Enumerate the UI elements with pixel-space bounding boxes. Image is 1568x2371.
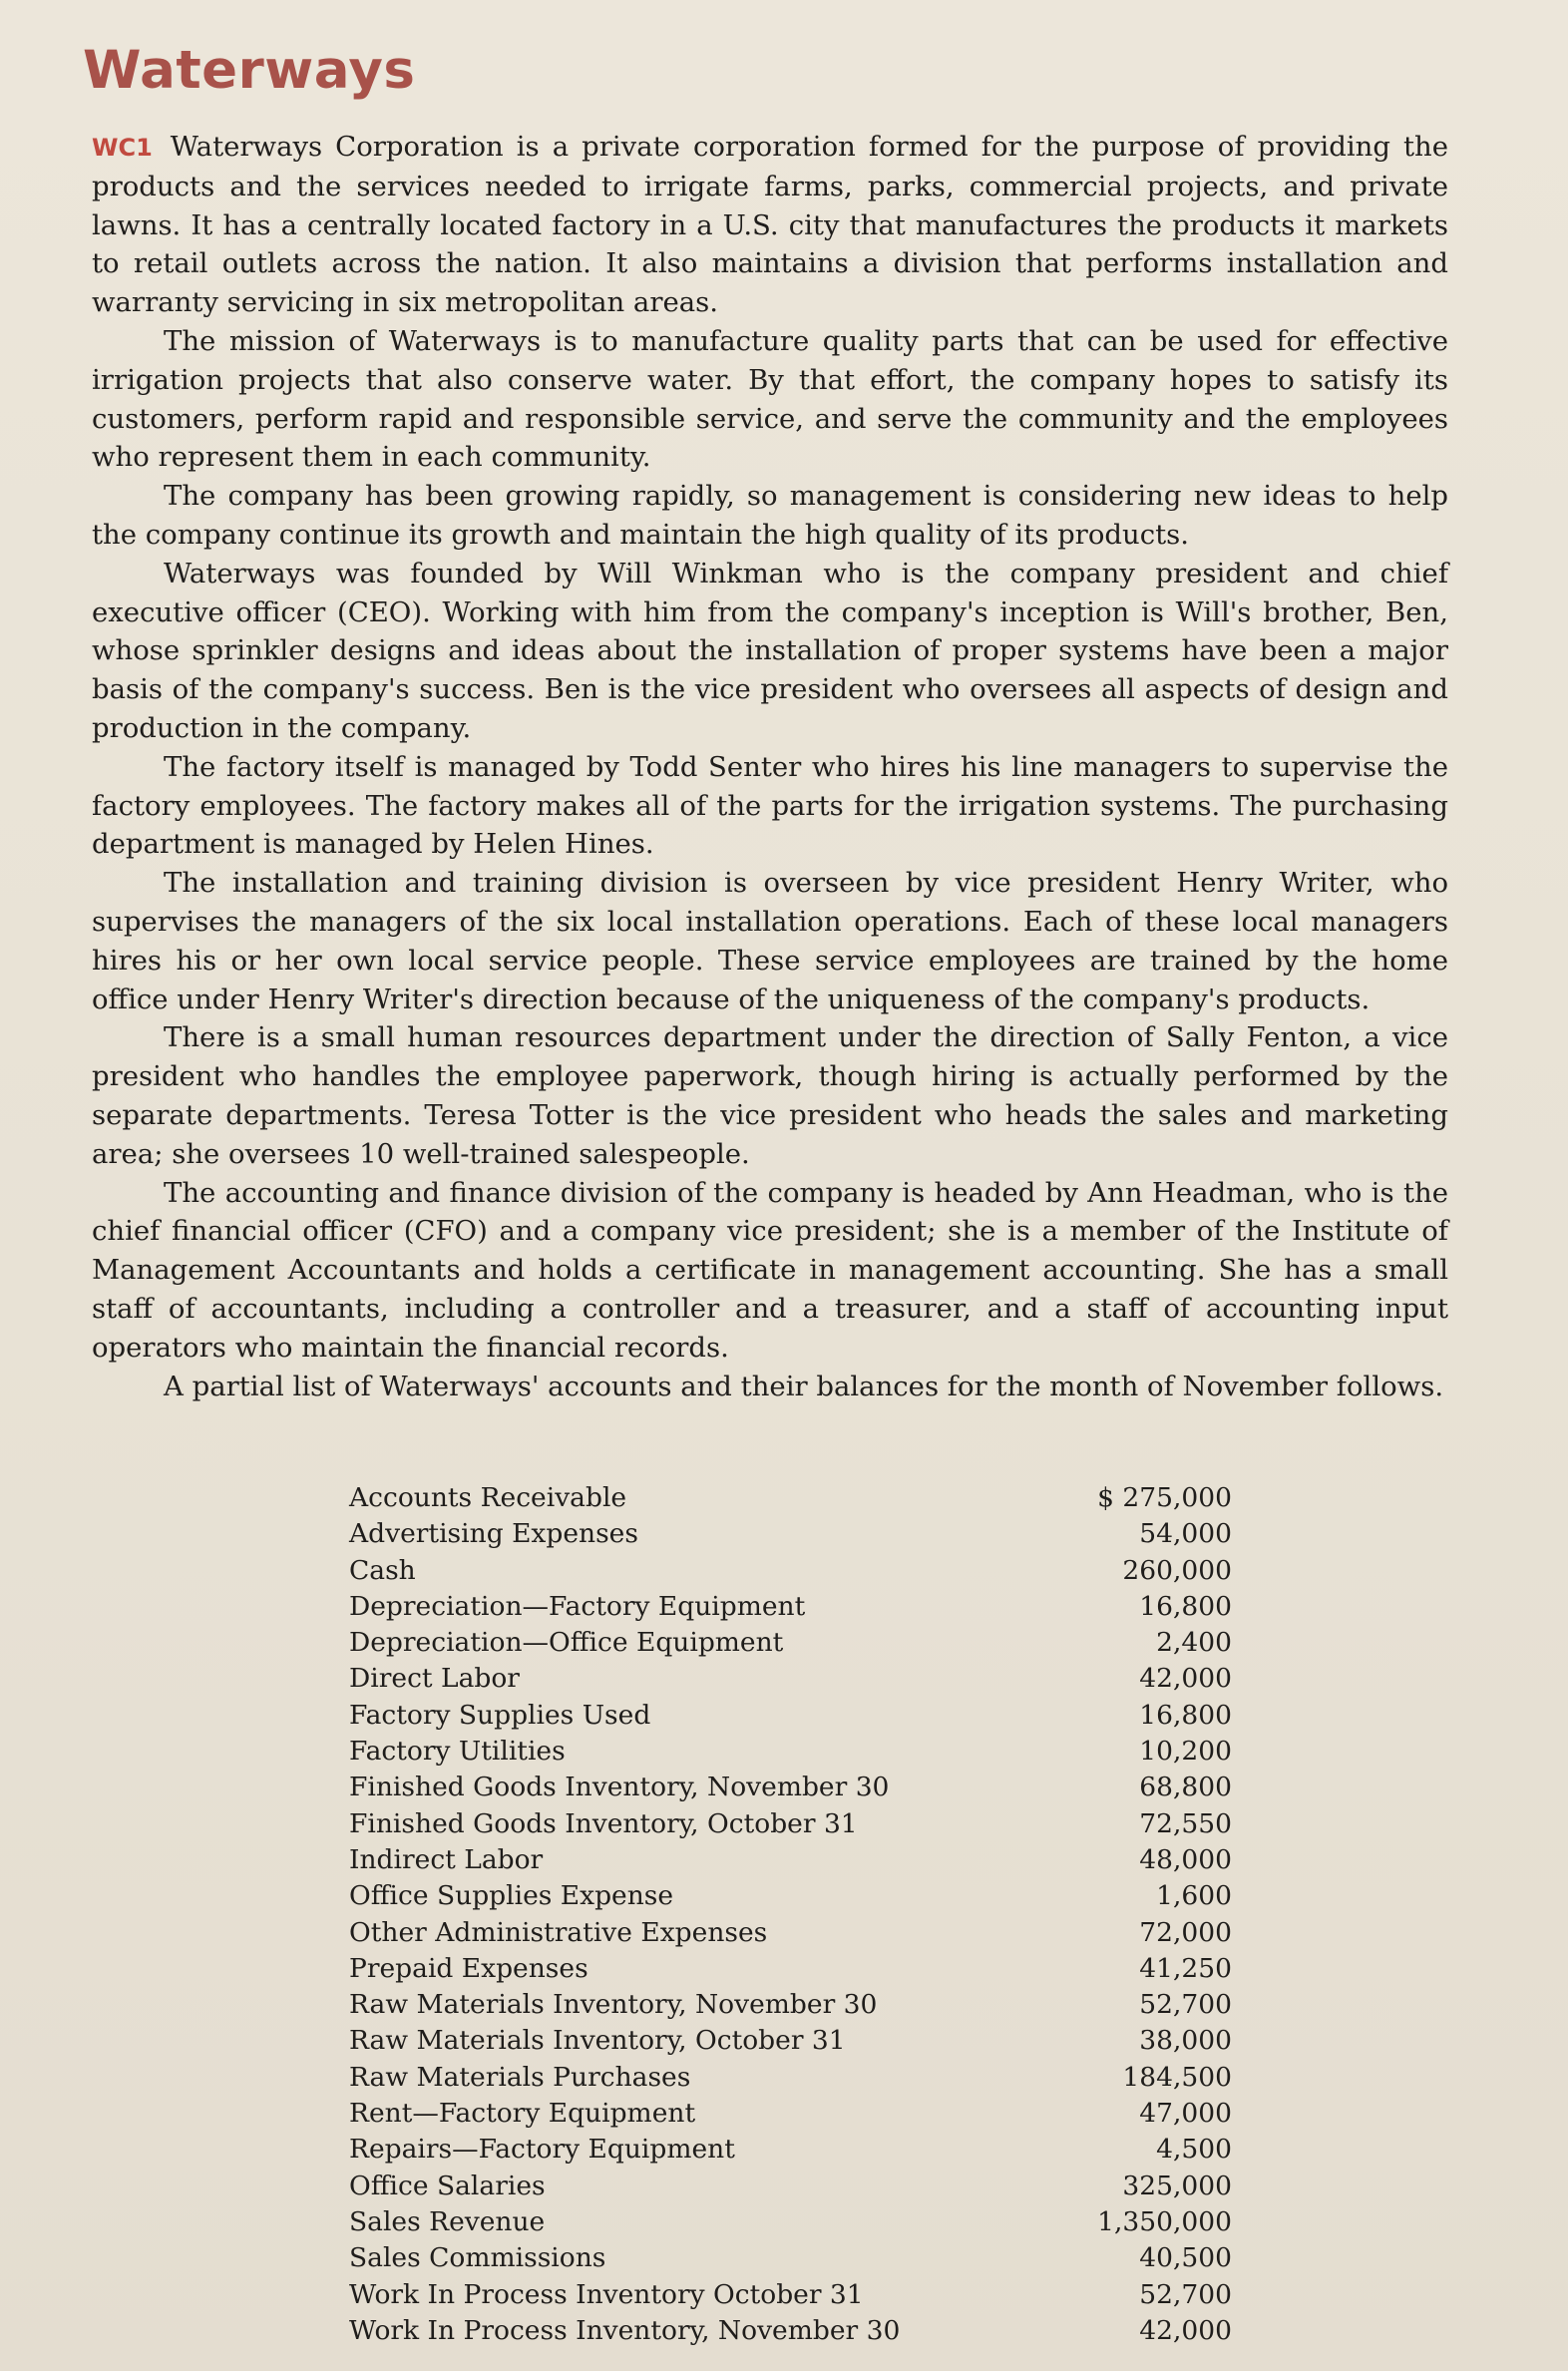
account-row: [349, 2204, 1232, 2240]
account-row: [349, 2023, 1232, 2059]
account-amount: 184,500: [1122, 2061, 1232, 2093]
account-name: Raw Materials Inventory, November 30: [349, 1989, 878, 2021]
account-amount: 2,400: [1156, 1627, 1232, 1659]
account-row: [349, 2169, 1232, 2204]
paragraph-5: The factory itself is managed by Todd Senter who hires his line managers to supervise the factory employees. The factory makes all of the parts for the irrigation systems. The purchasing department is managed by Helen Hines.: [92, 750, 1448, 861]
account-name: Office Supplies Expense: [349, 1880, 674, 1912]
account-row: [349, 1553, 1232, 1589]
account-amount: 16,800: [1139, 1699, 1232, 1731]
account-name: Raw Materials Inventory, October 31: [349, 2025, 846, 2057]
account-row: [349, 2313, 1232, 2349]
account-row: [349, 1516, 1232, 1552]
problem-text: [92, 128, 1448, 1405]
account-amount: 52,700: [1139, 1989, 1232, 2021]
account-amount: 325,000: [1122, 2170, 1232, 2201]
account-name: Depreciation—Factory Equipment: [349, 1590, 806, 1622]
account-name: Finished Goods Inventory, October 31: [349, 1807, 858, 1839]
account-name: Indirect Labor: [349, 1843, 544, 1875]
account-amount: 48,000: [1139, 1843, 1232, 1875]
account-row: [349, 1734, 1232, 1770]
account-amount: 4,500: [1156, 2134, 1232, 2166]
account-name: Direct Labor: [349, 1663, 520, 1695]
paragraph-1: [92, 128, 1448, 322]
account-row: [349, 1915, 1232, 1951]
account-amount: 260,000: [1122, 1554, 1232, 1586]
account-amount: 47,000: [1139, 2098, 1232, 2130]
account-amount: 40,500: [1139, 2242, 1232, 2274]
account-row: [349, 1698, 1232, 1734]
account-amount: 68,800: [1139, 1772, 1232, 1803]
account-row: [349, 1480, 1232, 1516]
paragraph-8: The accounting and finance division of the company is headed by Ann Headman, who is the chief financial officer (CFO) and a company vice president; she is a member of the Institute of Management Accountants and holds a certificate in management accounting. She has a small staff of accountants, including a controller and a treasurer, and a staff of accounting input operators who maintain the financial records.: [92, 1176, 1448, 1364]
account-amount: 41,250: [1139, 1952, 1232, 1984]
account-name: Finished Goods Inventory, November 30: [349, 1772, 890, 1803]
account-name: Rent—Factory Equipment: [349, 2098, 696, 2130]
paragraph-9: A partial list of Waterways' accounts and their balances for the month of November follows.: [164, 1370, 1444, 1402]
account-amount: $ 275,000: [1097, 1482, 1232, 1513]
account-name: Repairs—Factory Equipment: [349, 2134, 735, 2166]
account-row: [349, 1842, 1232, 1878]
account-name: Sales Revenue: [349, 2205, 546, 2237]
account-amount: 42,000: [1139, 2314, 1232, 2346]
account-row: [349, 2096, 1232, 2132]
account-row: [349, 1770, 1232, 1805]
account-name: Sales Commissions: [349, 2242, 606, 2274]
account-name: Factory Supplies Used: [349, 1699, 651, 1731]
paragraph-6: The installation and training division is overseen by vice president Henry Writer, who supervises the managers of the six local installation operations. Each of these local managers hires his or her own local service people. These service employees are trained by the home office under Henry Writer's direction because of the uniqueness of the company's products.: [92, 867, 1448, 1015]
account-name: Factory Utilities: [349, 1736, 566, 1768]
account-row: [349, 2060, 1232, 2096]
account-row: [349, 1589, 1232, 1625]
account-row: [349, 2132, 1232, 2168]
paragraph-4: Waterways was founded by Will Winkman who is the company president and chief executive officer (CEO). Working with him from the company's inception is Will's brother, Ben, whose sprinkler designs and ideas about the installation of proper systems have been a major basis of the company's success. Ben is the vice president who oversees all aspects of design and production in the company.: [92, 557, 1448, 744]
account-amount: 42,000: [1139, 1663, 1232, 1695]
account-amount: 72,000: [1139, 1916, 1232, 1948]
account-name: Other Administrative Expenses: [349, 1916, 768, 1948]
paragraph-3: The company has been growing rapidly, so management is considering new ideas to help the company continue its growth and maintain the high quality of its products.: [92, 480, 1448, 551]
account-name: Work In Process Inventory October 31: [349, 2278, 864, 2310]
page-title: Waterways: [83, 40, 416, 101]
account-amount: 1,350,000: [1097, 2205, 1232, 2237]
exercise-label: WC1: [92, 134, 153, 162]
account-name: Accounts Receivable: [349, 1482, 627, 1513]
paragraph-1-text: Waterways Corporation is a private corporation formed for the purpose of providing the products and the services needed to irrigate farms, parks, commercial projects, and private lawns. It has a centrally located factory in a U.S. city that manufactures the products it markets to retail outlets across the nation. It also maintains a division that performs installation and warranty servicing in six metropolitan areas.: [92, 131, 1448, 319]
account-amount: 52,700: [1139, 2278, 1232, 2310]
account-row: [349, 1987, 1232, 2023]
account-name: Work In Process Inventory, November 30: [349, 2314, 901, 2346]
account-amount: 72,550: [1139, 1807, 1232, 1839]
account-name: Raw Materials Purchases: [349, 2061, 691, 2093]
account-amount: 1,600: [1156, 1880, 1232, 1912]
account-name: Cash: [349, 1554, 416, 1586]
account-row: [349, 1951, 1232, 1987]
account-name: Depreciation—Office Equipment: [349, 1627, 784, 1659]
account-amount: 10,200: [1139, 1736, 1232, 1768]
account-row: [349, 2277, 1232, 2313]
account-row: [349, 1625, 1232, 1661]
account-balances-list: [349, 1480, 1232, 2349]
paragraph-2: The mission of Waterways is to manufacture quality parts that can be used for effective irrigation projects that also conserve water. By that effort, the company hopes to satisfy its customers, perform rapid and responsible service, and serve the community and the employees who represent them in each community.: [92, 324, 1448, 474]
account-row: [349, 1661, 1232, 1697]
account-name: Advertising Expenses: [349, 1518, 638, 1550]
account-name: Prepaid Expenses: [349, 1952, 588, 1984]
account-row: [349, 1878, 1232, 1914]
account-amount: 38,000: [1139, 2025, 1232, 2057]
account-row: [349, 2240, 1232, 2276]
account-row: [349, 1806, 1232, 1842]
paragraph-7: There is a small human resources department under the direction of Sally Fenton, a vice president who handles the employee paperwork, though hiring is actually performed by the separate departments. Teresa Totter is the vice president who heads the sales and marketing area; she oversees 10 well-trained salespeople.: [92, 1021, 1448, 1170]
account-amount: 54,000: [1139, 1518, 1232, 1550]
account-amount: 16,800: [1139, 1590, 1232, 1622]
account-name: Office Salaries: [349, 2170, 546, 2201]
